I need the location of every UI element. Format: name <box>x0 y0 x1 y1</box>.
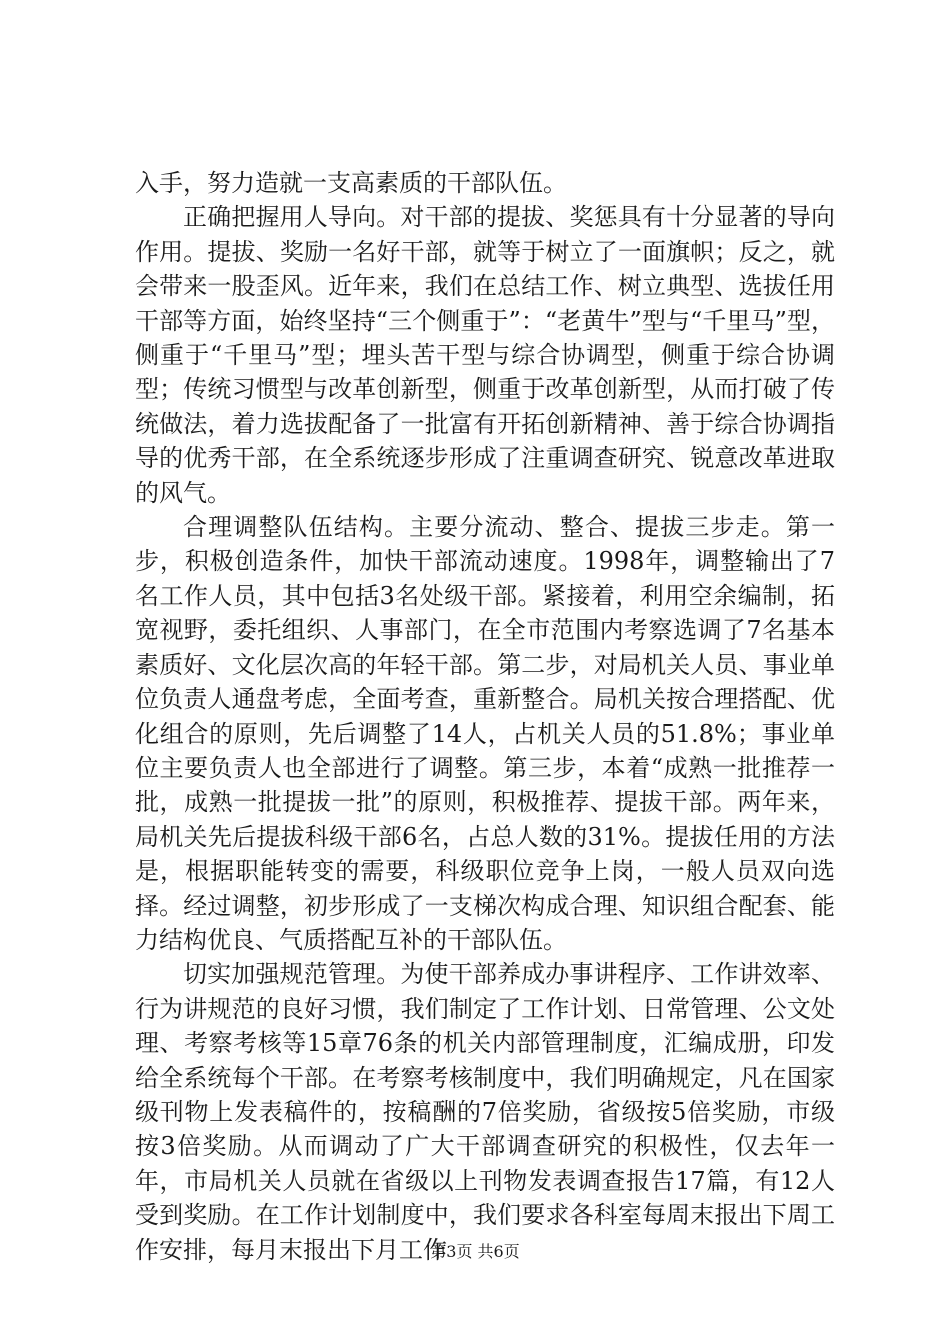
paragraph-4: 切实加强规范管理。为使干部养成办事讲程序、工作讲效率、行为讲规范的良好习惯，我们制定了工作计划、日常管理、公文处理、考察考核等15章76条的机关内部管理制度，汇编成册，印发给全系统每个干部。在考察考核制度中，我们明确规定，凡在国家级刊物上发表稿件的，按稿酬的7倍奖励，省级按5倍奖励，市级按3倍奖励。从而调动了广大干部调查研究的积极性，仅去年一年，市局机关人员就在省级以上刊物发表调查报告17篇，有12人受到奖励。在工作计划制度中，我们要求各科室每周末报出下周工作安排，每月末报出下月工作 <box>135 960 835 1264</box>
paragraph-3: 合理调整队伍结构。主要分流动、整合、提拔三步走。第一步，积极创造条件，加快干部流动速度。1998年，调整输出了7名工作人员，其中包括3名处级干部。紧接着，利用空余编制，拓宽视野，委托组织、人事部门，在全市范围内考察选调了7名基本素质好、文化层次高的年轻干部。第二步，对局机关人员、事业单位负责人通盘考虑，全面考查，重新整合。局机关按合理搭配、优化组合的原则，先后调整了14人，占机关人员的51.8%；事业单位主要负责人也全部进行了调整。第三步，本着“成熟一批推荐一批，成熟一批提拔一批”的原则，积极推荐、提拔干部。两年来，局机关先后提拔科级干部6名，占总人数的31%。提拔任用的方法是，根据职能转变的需要，科级职位竞争上岗，一般人员双向选择。经过调整，初步形成了一支梯次构成合理、知识组合配套、能力结构优良、气质搭配互补的干部队伍。 <box>135 513 835 954</box>
document-body <box>135 166 835 1267</box>
page-number-footer: 第3页 共6页 <box>430 1242 520 1261</box>
paragraph-1: 入手，努力造就一支高素质的干部队伍。 <box>135 169 567 197</box>
paragraph-2: 正确把握用人导向。对干部的提拔、奖惩具有十分显著的导向作用。提拔、奖励一名好干部，就等于树立了一面旗帜；反之，就会带来一股歪风。近年来，我们在总结工作、树立典型、选拔任用干部等方面，始终坚持“三个侧重于”：“老黄牛”型与“千里马”型，侧重于“千里马”型；埋头苦干型与综合协调型，侧重于综合协调型；传统习惯型与改革创新型，侧重于改革创新型，从而打破了传统做法，着力选拔配备了一批富有开拓创新精神、善于综合协调指导的优秀干部，在全系统逐步形成了注重调查研究、锐意改革进取的风气。 <box>135 203 835 507</box>
